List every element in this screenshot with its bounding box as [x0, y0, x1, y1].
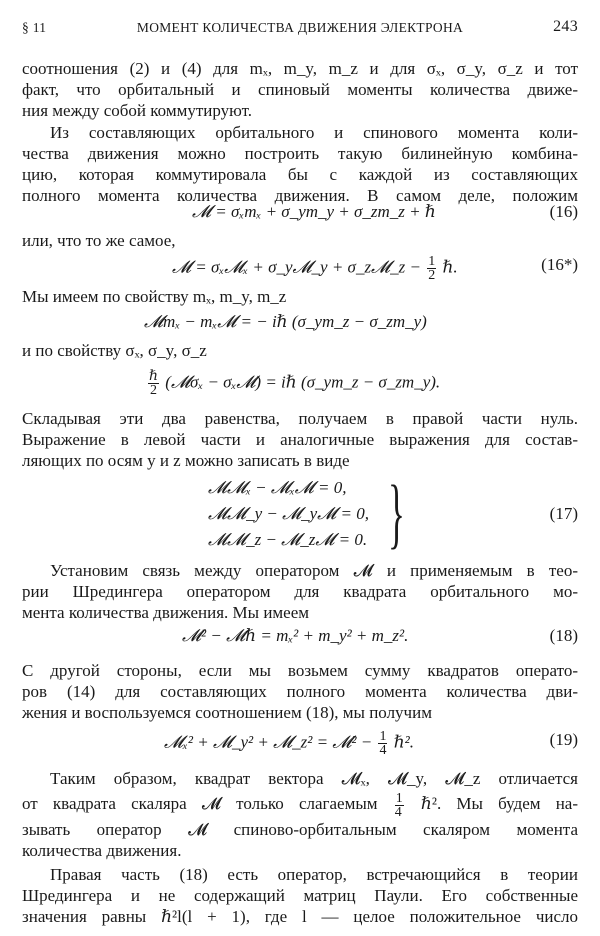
equation-m-commutator: [22, 312, 578, 338]
formula-part: 𝓜ₓ² + 𝓜_y² + 𝓜_z² = 𝓜² −: [164, 732, 373, 752]
equation-19: [22, 722, 578, 760]
denominator: 4: [379, 743, 387, 758]
text-part: ℏ². Мы будем на-: [420, 794, 579, 813]
text-line: ния между собой коммутируют.: [22, 101, 253, 120]
text-line: Установим связь между оператором 𝓜 и применяемым в тео-: [50, 561, 578, 580]
text-line: Таким образом, квадрат вектора 𝓜ₓ, 𝓜_y, 𝓜_z отличается: [50, 769, 578, 788]
formula-part: ℏ.: [442, 257, 458, 277]
text-line: чества движения можно построить такую билинейную комбина-: [22, 144, 578, 163]
numerator: 1: [379, 729, 387, 744]
text-line: значения равны ℏ²l(l + 1), где l — целое положительное число: [22, 907, 578, 926]
equation-17: [22, 469, 578, 560]
paragraph-8: [22, 660, 578, 723]
equation-number: (17): [549, 504, 578, 523]
denominator: 2: [428, 268, 436, 283]
text-line: Мы имеем по свойству mₓ, m_y, m_z: [22, 287, 287, 306]
denominator: 2: [150, 383, 158, 398]
equation-row: 𝓜𝓜_y − 𝓜_y𝓜 = 0,: [208, 504, 369, 523]
denominator: 4: [394, 804, 402, 820]
equation-number: (19): [549, 730, 578, 749]
equation-formula: [146, 370, 440, 397]
text-line: рии Шредингера оператором для квадрата орбитального мо-: [22, 582, 578, 601]
running-header: [22, 16, 578, 38]
equation-formula: [164, 730, 414, 757]
text-line: соотношения (2) и (4) для mₓ, m_y, m_z и для σₓ, σ_y, σ_z и тот: [22, 59, 578, 78]
numerator: 1: [395, 790, 403, 806]
equation-row: 𝓜𝓜ₓ − 𝓜ₓ𝓜 = 0,: [208, 478, 347, 497]
text-line: Выражение в левой части и аналогичные выражения для состав-: [22, 430, 578, 449]
formula-part: 𝓜 = σₓ𝓜ₓ + σ_y𝓜_y + σ_z𝓜_z −: [172, 257, 421, 277]
equation-formula: 𝓜² − 𝓜ℏ = mₓ² + m_y² + m_z².: [182, 626, 409, 645]
paragraph-7: [22, 560, 578, 623]
paragraph-2: [22, 122, 578, 206]
paragraph-5: [22, 340, 578, 361]
equation-row: 𝓜𝓜_z − 𝓜_z𝓜 = 0.: [208, 530, 368, 549]
text-line: полного момента количества движения. В самом деле, положим: [22, 186, 578, 205]
fraction: [427, 255, 436, 282]
text-line: факт, что орбитальный и спиновый моменты количества движе-: [22, 80, 578, 99]
equation-number: (16): [549, 202, 578, 221]
numerator: ℏ: [149, 369, 159, 384]
formula-part: (𝓜σₓ − σₓ𝓜) = iℏ (σ_ym_z − σ_zm_y).: [165, 372, 441, 392]
text-line: зывать оператор 𝓜 спиново-орбитальным скаляром момента: [22, 820, 578, 839]
equation-sigma-commutator: [22, 362, 578, 398]
paragraph-10: [22, 864, 578, 927]
text-line: Складывая эти два равенства, получаем в правой части нуль.: [22, 409, 578, 428]
equation-formula: [172, 255, 458, 282]
equation-number: (16*): [541, 255, 578, 274]
paragraph-4: [22, 286, 578, 307]
fraction: [148, 370, 159, 397]
text-line: Шредингера и не содержащий матриц Паули. Его собственные: [22, 886, 578, 905]
equation-18: [22, 626, 578, 652]
text-line: Правая часть (18) есть оператор, встречающийся в теории: [50, 865, 578, 884]
equation-16: [22, 202, 578, 228]
right-brace: }: [388, 469, 405, 556]
formula-part: ℏ².: [393, 732, 414, 752]
equation-formula: 𝓜 = σₓmₓ + σ_ym_y + σ_zm_z + ℏ: [192, 202, 436, 221]
equation-number: (18): [549, 626, 578, 645]
text-line: мента количества движения. Мы имеем: [22, 603, 310, 622]
equation-16-star: [22, 248, 578, 282]
text-line: и по свойству σₓ, σ_y, σ_z: [22, 341, 207, 360]
fraction: [378, 730, 387, 757]
text-line: Из составляющих орбитального и спинового момента коли-: [50, 123, 578, 142]
running-title: МОМЕНТ КОЛИЧЕСТВА ДВИЖЕНИЯ ЭЛЕКТРОНА: [136, 20, 464, 35]
page-number: 243: [553, 18, 578, 35]
paragraph-1: [22, 58, 578, 121]
text-line: С другой стороны, если мы возьмем сумму квадратов операто-: [22, 661, 578, 680]
paragraph-6: [22, 408, 578, 471]
text-line: ляющих по осям y и z можно записать в виде: [22, 451, 350, 470]
equation-formula: 𝓜mₓ − mₓ𝓜 = − iℏ (σ_ym_z − σ_zm_y): [144, 312, 427, 331]
text-line: цию, которая коммутировала бы с каждой из составляющих: [22, 165, 578, 184]
text-line: ров (14) для составляющих полного момента количества дви-: [22, 682, 578, 701]
numerator: 1: [428, 254, 436, 269]
text-line: или, что то же самое,: [22, 231, 176, 250]
text-line: [22, 789, 578, 819]
text-part: от квадрата скаляра 𝓜 только слагаемым: [22, 794, 378, 813]
text-line: количества движения.: [22, 841, 182, 860]
text-line: жения и воспользуемся соотношением (18), мы получим: [22, 703, 432, 722]
section-mark: § 11: [22, 20, 47, 35]
paragraph-9: [22, 768, 578, 861]
fraction: [395, 792, 404, 819]
